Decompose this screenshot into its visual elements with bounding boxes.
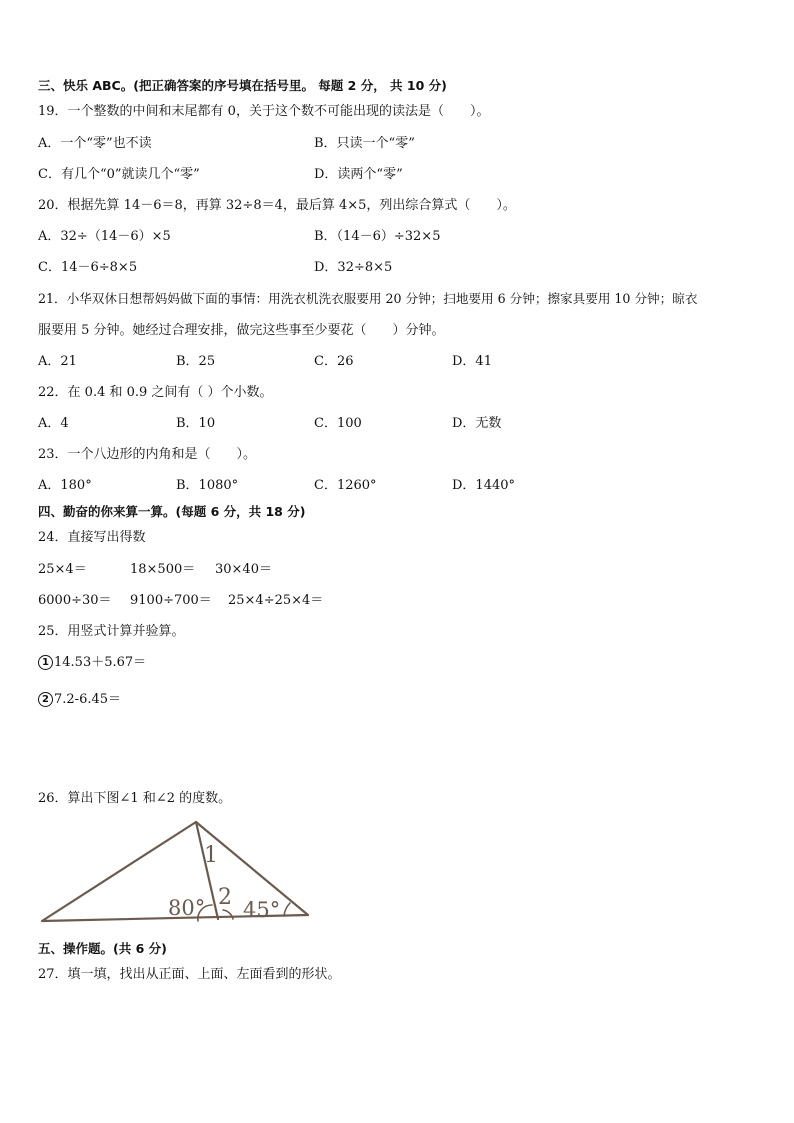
- q20-stem: 20．根据先算 14－6＝8，再算 32÷8＝4，最后算 4×5，列出综合算式（ ）。: [38, 198, 516, 213]
- section-5-heading: 五、操作题。(共 6 分): [38, 941, 167, 956]
- q23-option-b: B．1080°: [176, 478, 239, 493]
- q22-option-b: B．10: [176, 416, 216, 431]
- q24-expr-2: 18×500＝: [130, 562, 196, 577]
- q21-stem-line2: 服要用 5 分钟。她经过合理安排，做完这些事至少要花（ ）分钟。: [38, 323, 445, 338]
- q19-option-a: A．一个“零”也不读: [38, 136, 152, 151]
- q20-option-d: D．32÷8×5: [314, 260, 393, 275]
- q24-expr-6: 25×4÷25×4＝: [228, 593, 324, 608]
- q19-option-d: D．读两个“零”: [314, 167, 403, 182]
- q22-option-a: A．4: [38, 416, 69, 431]
- q20-option-b: B．（14－6）÷32×5: [314, 229, 441, 244]
- q24-expr-5: 9100÷700＝: [130, 593, 212, 608]
- section-4-heading: 四、勤奋的你来算一算。(每题 6 分，共 18 分): [38, 504, 306, 519]
- q25-expr-1: 14.53＋5.67＝: [54, 655, 147, 670]
- q19-stem: 19．一个整数的中间和末尾都有 0，关于这个数不可能出现的读法是（ ）。: [38, 104, 490, 119]
- q24-stem: 24．直接写出得数: [38, 530, 146, 545]
- q23-stem: 23．一个八边形的内角和是（ ）。: [38, 447, 257, 462]
- q22-stem: 22．在 0.4 和 0.9 之间有（ ）个小数。: [38, 385, 273, 400]
- angle-label-2: 2: [218, 885, 232, 910]
- angle-label-45: 45°: [243, 898, 281, 922]
- triangle-figure: [38, 818, 314, 928]
- q21-option-b: B．25: [176, 354, 216, 369]
- q25-expr-2: 7.2-6.45＝: [54, 692, 122, 707]
- q24-expr-3: 30×40＝: [215, 562, 272, 577]
- circled-number-2: 2: [38, 692, 53, 707]
- q21-option-d: D．41: [452, 354, 492, 369]
- circled-number-1: 1: [38, 655, 53, 670]
- q25-item-1: [38, 655, 146, 671]
- q27-stem: 27．填一填，找出从正面、上面、左面看到的形状。: [38, 967, 341, 982]
- q22-option-d: D．无数: [452, 416, 502, 431]
- q23-option-c: C．1260°: [314, 478, 377, 493]
- q21-option-c: C．26: [314, 354, 354, 369]
- angle-arc-45: [284, 903, 290, 916]
- angle-label-80: 80°: [168, 896, 206, 920]
- q25-item-2: [38, 692, 121, 708]
- q22-option-c: C．100: [314, 416, 362, 431]
- q26-stem: 26．算出下图∠1 和∠2 的度数。: [38, 791, 232, 806]
- q25-stem: 25．用竖式计算并验算。: [38, 624, 185, 639]
- q20-option-c: C．14－6÷8×5: [38, 260, 138, 275]
- angle-label-1: 1: [204, 843, 218, 868]
- q24-expr-1: 25×4＝: [38, 562, 87, 577]
- q23-option-a: A．180°: [38, 478, 92, 493]
- section-3-heading: 三、快乐 ABC。(把正确答案的序号填在括号里。 每题 2 分， 共 10 分): [38, 78, 447, 93]
- q19-option-b: B．只读一个“零”: [314, 136, 415, 151]
- q23-option-d: D．1440°: [452, 478, 516, 493]
- q19-option-c: C．有几个“0”就读几个“零”: [38, 167, 200, 182]
- q20-option-a: A．32÷（14－6）×5: [38, 229, 171, 244]
- q24-expr-4: 6000÷30＝: [38, 593, 112, 608]
- q21-option-a: A．21: [38, 354, 77, 369]
- q21-stem-line1: 21．小华双休日想帮妈妈做下面的事情：用洗衣机洗衣服要用 20 分钟；扫地要用 6 分钟；擦家具要用 10 分钟；晾衣: [38, 291, 698, 306]
